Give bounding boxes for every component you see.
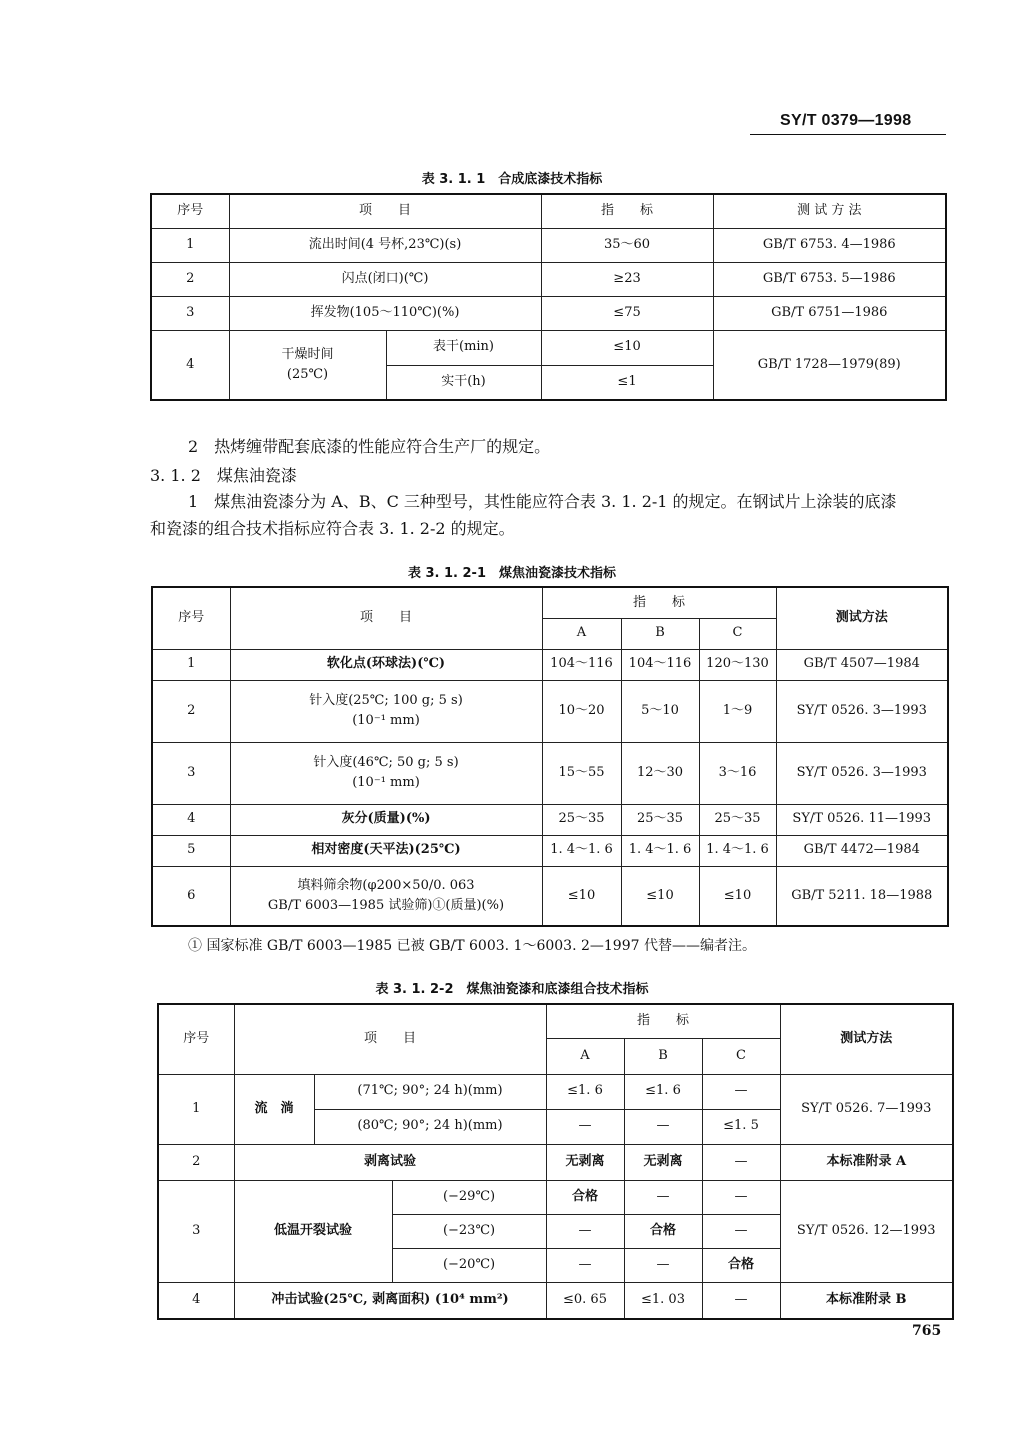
row-b: ≤1. 6 [624,1074,702,1109]
table3-caption: 表 3. 1. 2-2 煤焦油瓷漆和底漆组合技术指标 [375,982,649,997]
row-value: 35～60 [541,228,713,262]
row-b: 1. 4～1. 6 [621,835,699,866]
table-row [158,1282,953,1319]
row-b: 12～30 [621,742,699,804]
row-b: 5～10 [621,680,699,742]
table2-header-row [152,587,948,618]
row-subitem: (−23℃) [392,1214,546,1248]
table3 [157,1003,954,1320]
row-no: 3 [151,296,229,330]
row-c: — [702,1144,780,1180]
row-b: 合格 [624,1214,702,1248]
table-row [158,1074,953,1109]
row-no: 1 [152,649,230,680]
row-c: — [702,1074,780,1109]
table-row [158,1144,953,1180]
row-value: ≤1 [541,365,713,400]
row-item [230,866,542,926]
table3-header-index: 指 标 [546,1004,780,1038]
table1-header-item: 项 目 [229,194,541,228]
table3-header-a: A [546,1038,624,1074]
table3-header-row [158,1004,953,1038]
row-subitem: (−20℃) [392,1248,546,1282]
row-a: — [546,1248,624,1282]
table-row [151,330,946,365]
table3-header-c: C [702,1038,780,1074]
table-row [152,649,948,680]
row-item-line2: (25℃) [286,366,329,382]
table2-header-method: 测试方法 [776,587,948,649]
row-no: 6 [152,866,230,926]
row-a: ≤10 [542,866,621,926]
table-row [152,804,948,835]
table2-footnote: ① 国家标准 GB/T 6003—1985 已被 GB/T 6003. 1～6003. 2—1997 代替——编者注。 [188,938,756,954]
row-subitem: (71℃; 90°; 24 h)(mm) [314,1074,546,1109]
row-subitem: 表干(min) [386,330,541,365]
table2-header-item: 项 目 [230,587,542,649]
row-no: 2 [152,680,230,742]
row-method: 本标准附录 B [780,1282,953,1319]
row-a: 15～55 [542,742,621,804]
row-no: 5 [152,835,230,866]
standard-code: SY/T 0379—1998 [780,112,912,129]
row-method: SY/T 0526. 12—1993 [780,1180,953,1282]
row-method: SY/T 0526. 3—1993 [776,680,948,742]
row-c: 合格 [702,1248,780,1282]
row-value: ≥23 [541,262,713,296]
row-item: 挥发物(105～110℃)(%) [229,296,541,330]
row-method: GB/T 5211. 18—1988 [776,866,948,926]
table2-caption: 表 3. 1. 2-1 煤焦油瓷漆技术指标 [407,566,617,581]
row-item-line2: GB/T 6003—1985 试验筛)①(质量)(%) [267,897,505,913]
table-row [152,866,948,926]
table-row [151,228,946,262]
table3-header-method: 测试方法 [780,1004,953,1074]
row-item [230,680,542,742]
table1-header-no: 序号 [151,194,229,228]
row-b: — [624,1180,702,1214]
table3-header-item: 项 目 [234,1004,546,1074]
row-c: 1～9 [699,680,776,742]
row-no: 1 [151,228,229,262]
row-a: 1. 4～1. 6 [542,835,621,866]
row-c: 25～35 [699,804,776,835]
table3-header-b: B [624,1038,702,1074]
row-a: 无剥离 [546,1144,624,1180]
row-subitem: (80℃; 90°; 24 h)(mm) [314,1109,546,1144]
table-row [152,742,948,804]
row-a: 10～20 [542,680,621,742]
row-method: SY/T 0526. 7—1993 [780,1074,953,1144]
row-item: 流出时间(4 号杯,23℃)(s) [229,228,541,262]
row-a: 104～116 [542,649,621,680]
row-item-line1: 针入度(25℃; 100 g; 5 s) [309,692,463,708]
table1-header-row [151,194,946,228]
row-label: 剥离试验 [234,1144,546,1180]
row-label: 低温开裂试验 [234,1180,392,1282]
row-c: — [702,1180,780,1214]
table-row [158,1180,953,1214]
row-method: GB/T 6751—1986 [713,296,946,330]
row-a: 合格 [546,1180,624,1214]
table2-header-c: C [699,618,776,649]
row-value: ≤10 [541,330,713,365]
row-item [230,742,542,804]
row-method: GB/T 4472—1984 [776,835,948,866]
row-method: GB/T 6753. 5—1986 [713,262,946,296]
row-method: SY/T 0526. 3—1993 [776,742,948,804]
table2-header-index: 指 标 [542,587,776,618]
row-no: 1 [158,1074,234,1144]
row-c: 1. 4～1. 6 [699,835,776,866]
row-a: ≤1. 6 [546,1074,624,1109]
table2 [151,586,949,927]
table-row [151,296,946,330]
row-a: ≤0. 65 [546,1282,624,1319]
table-row [151,262,946,296]
row-no: 4 [152,804,230,835]
row-c: — [702,1214,780,1248]
row-no: 4 [151,330,229,400]
row-method: SY/T 0526. 11—1993 [776,804,948,835]
row-label: 流 淌 [234,1074,314,1144]
row-c: ≤10 [699,866,776,926]
row-method: GB/T 1728—1979(89) [713,330,946,400]
row-no: 3 [158,1180,234,1282]
row-item-line2: (10⁻¹ mm) [352,713,420,728]
row-label: 冲击试验(25℃, 剥离面积) (10⁴ mm²) [234,1282,546,1319]
row-a: — [546,1214,624,1248]
table1-header-index: 指 标 [541,194,713,228]
row-b: 25～35 [621,804,699,835]
row-b: 无剥离 [624,1144,702,1180]
row-b: — [624,1109,702,1144]
row-item: 灰分(质量)(%) [230,804,542,835]
row-item: 闪点(闭口)(℃) [229,262,541,296]
row-c: — [702,1282,780,1319]
row-item: 相对密度(天平法)(25℃) [230,835,542,866]
row-c: ≤1. 5 [702,1109,780,1144]
table1 [150,193,947,401]
section-heading: 3. 1. 2 煤焦油瓷漆 [150,466,297,485]
row-item-line1: 填料筛余物(φ200×50/0. 063 [297,877,475,893]
row-b: 104～116 [621,649,699,680]
row-item-line1: 针入度(46℃; 50 g; 5 s) [313,754,459,770]
header-rule [750,134,946,135]
row-a: 25～35 [542,804,621,835]
paragraph-3-line1: 1 煤焦油瓷漆分为 A、B、C 三种型号，其性能应符合表 3. 1. 2-1 的规定。在钢试片上涂装的底漆 [188,492,897,511]
row-item-line1: 干燥时间 [281,346,334,362]
row-value: ≤75 [541,296,713,330]
row-method: GB/T 6753. 4—1986 [713,228,946,262]
row-subitem: (−29℃) [392,1180,546,1214]
table2-header-no: 序号 [152,587,230,649]
row-item: 软化点(环球法)(℃) [230,649,542,680]
table2-header-a: A [542,618,621,649]
row-no: 3 [152,742,230,804]
row-c: 3～16 [699,742,776,804]
paragraph-3-line2: 和瓷漆的组合技术指标应符合表 3. 1. 2-2 的规定。 [150,519,515,538]
page-number: 765 [912,1323,942,1339]
table1-header-method: 测 试 方 法 [713,194,946,228]
row-a: — [546,1109,624,1144]
table3-header-no: 序号 [158,1004,234,1074]
table1-caption: 表 3. 1. 1 合成底漆技术指标 [421,172,603,187]
table-row [152,835,948,866]
row-method: GB/T 4507—1984 [776,649,948,680]
row-subitem: 实干(h) [386,365,541,400]
row-b: — [624,1248,702,1282]
table2-header-b: B [621,618,699,649]
row-no: 4 [158,1282,234,1319]
row-b: ≤1. 03 [624,1282,702,1319]
paragraph-1: 2 热烤缠带配套底漆的性能应符合生产厂的规定。 [188,437,551,456]
row-item-line2: (10⁻¹ mm) [352,775,420,790]
row-b: ≤10 [621,866,699,926]
table-row [152,680,948,742]
row-item-group [229,330,386,400]
row-no: 2 [151,262,229,296]
row-no: 2 [158,1144,234,1180]
row-method: 本标准附录 A [780,1144,953,1180]
row-c: 120～130 [699,649,776,680]
